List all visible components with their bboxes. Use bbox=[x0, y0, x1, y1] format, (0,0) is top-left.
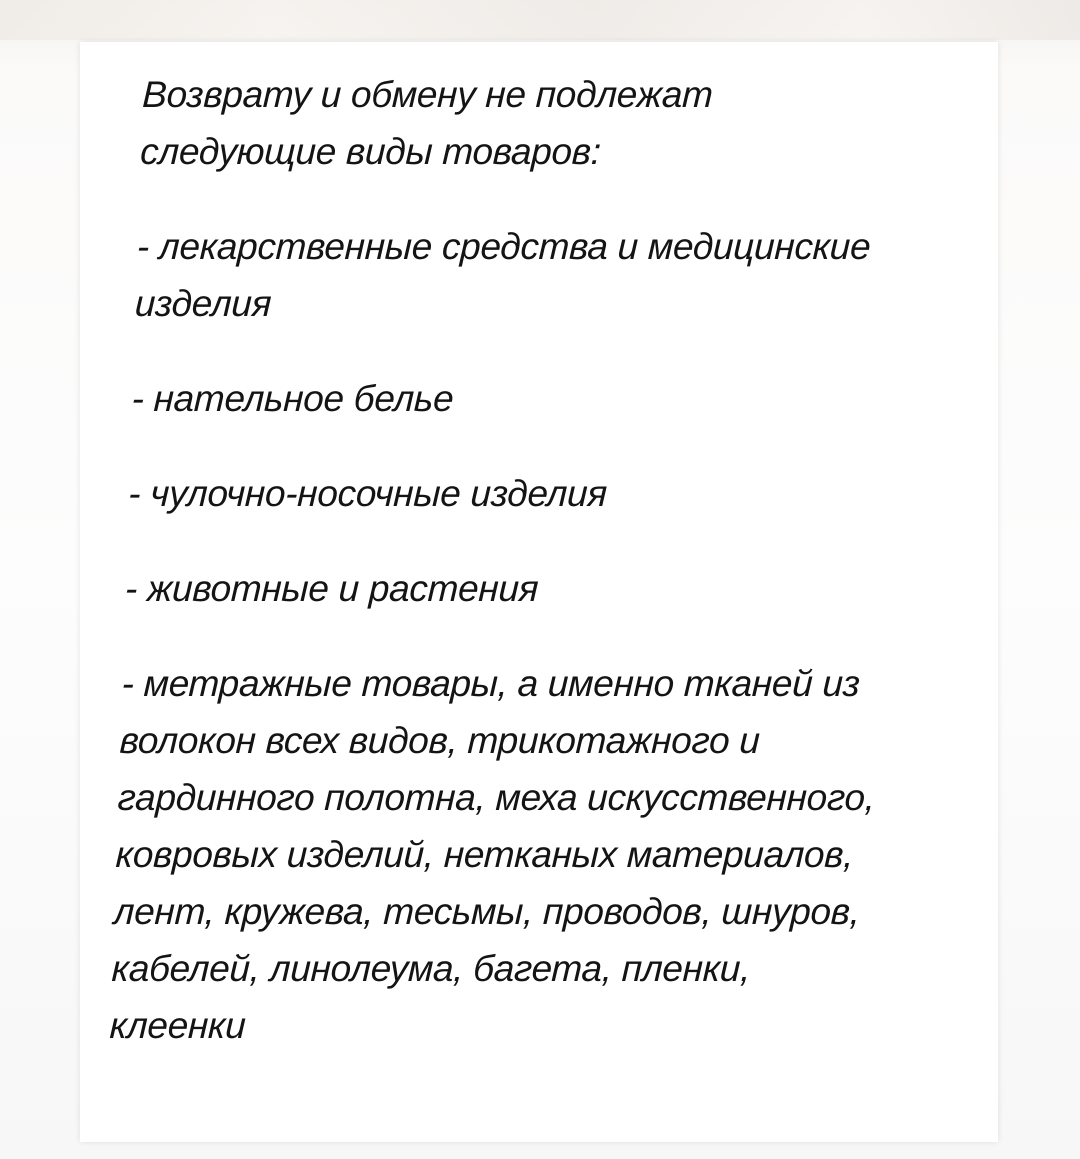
intro-paragraph: Возврату и обмену не подлежат следующие виды товаров: bbox=[139, 74, 714, 172]
background-photo-strip bbox=[0, 0, 1080, 40]
text-block bbox=[109, 66, 984, 1054]
list-item-hosiery: - чулочно-носочные изделия bbox=[127, 473, 608, 514]
list-item-animals-plants: - животные и растения bbox=[124, 568, 540, 609]
text-card bbox=[80, 42, 998, 1142]
list-item-underwear: - нательное белье bbox=[130, 378, 455, 419]
list-item-medicine: - лекарственные средства и медицинские изделия bbox=[134, 226, 872, 324]
list-item-measured-goods: - метражные товары, а именно тканей из волокон всех видов, трикотажного и гардинного полотна, меха искусственного, ковровых изделий, нетканых материалов, лент, кружева, тесьмы, проводов, шнуров, кабелей, линолеума, багета, пленки, клеенки bbox=[109, 663, 876, 1046]
